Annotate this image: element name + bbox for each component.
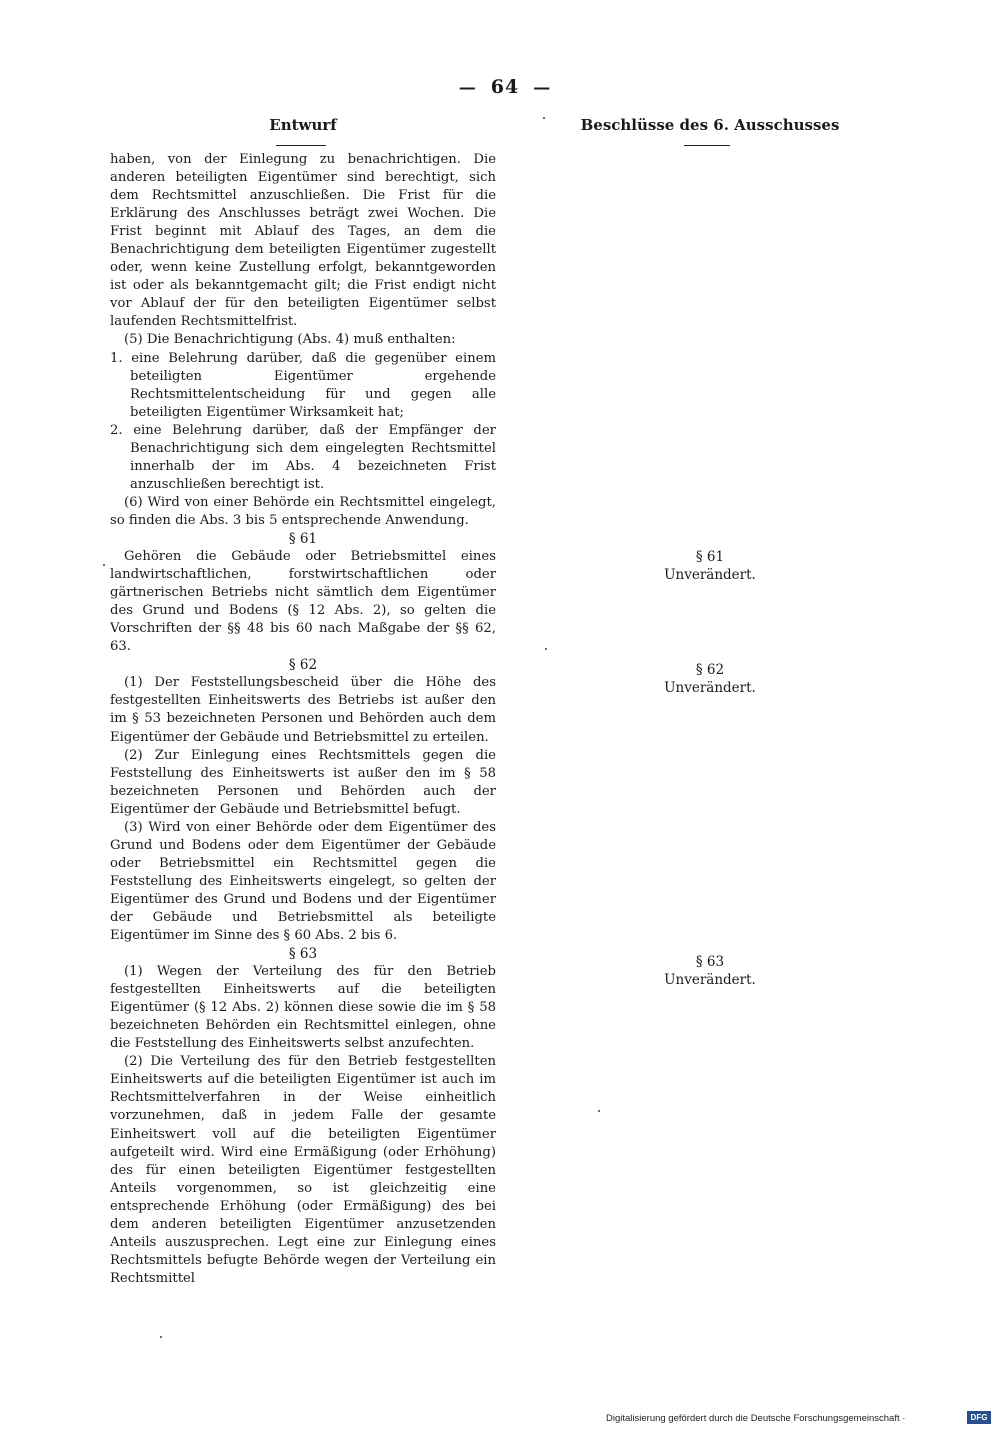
scan-speck (598, 1110, 600, 1112)
paragraph-60-6: (6) Wird von einer Behörde ein Rechtsmittel eingelegt, so finden die Abs. 3 bis 5 entsprechende Anwendung. (110, 494, 496, 528)
paragraph-62-2: (2) Zur Einlegung eines Rechtsmittels gegen die Feststellung des Einheitswerts ist außer den im § 58 bezeichneten Personen und Behörden auch der Eigentümer der Gebäude und Betriebsmittel befugt. (110, 747, 496, 817)
page-number-value: 64 (490, 76, 520, 98)
dfg-logo: DFG (967, 1411, 991, 1424)
resolution-text-62: Unverändert. (664, 680, 756, 696)
paragraph-61: Gehören die Gebäude oder Betriebsmittel eines landwirtschaftlichen, forstwirtschaftlichen oder gärtnerischen Betriebs nicht sämtlich dem Eigentümer des Grund und Bodens (§ 12 Abs. 2), so gelten die Vorschriften der §§ 48 bis 60 nach Maßgabe der §§ 62, 63. (110, 549, 496, 655)
left-column-title: Entwurf (269, 116, 337, 134)
list-item-1: 1. eine Belehrung darüber, daß die gegenüber einem beteiligten Eigentümer ergehende Rechtsmittelentscheidung für und gegen alle beteiligten Eigentümer Wirksamkeit hat; (110, 350, 496, 420)
paragraph-60-5: (5) Die Benachrichtigung (Abs. 4) muß enthalten: (124, 332, 456, 348)
section-heading-62: § 62 (288, 657, 318, 674)
resolution-61 (600, 548, 820, 584)
resolution-63 (600, 953, 820, 989)
paragraph-63-2: (2) Die Verteilung des für den Betrieb festgestellten Einheitswerts auf die beteiligten Eigentümer ist auch im Rechtsmittelverfahren in der Weise einheitlich vorzunehmen, daß in jedem Falle der gesamte Einheitswert voll auf die beteiligten Eigentümer aufgeteilt wird. Wird eine Ermäßigung (oder Erhöhung) des für einen beteiligten Eigentümer festgestellten Anteils vorgenommen, so ist gleichzeitig eine entsprechende Erhöhung (oder Ermäßigung) des bei dem anderen beteiligten Eigentümer anzusetzenden Anteils auszusprechen. Legt eine zur Einlegung eines Rechtsmittels befugte Behörde wegen der Verteilung ein Rechtsmittel (110, 1054, 496, 1286)
resolution-section-63: § 63 (695, 954, 725, 970)
scan-speck (543, 117, 545, 119)
paragraph-continuation: haben, von der Einlegung zu benachrichtigen. Die anderen beteiligten Eigentümer sind berechtigt, sich dem Rechtsmittel anzuschließen. Die Frist für die Erklärung des Anschlusses beträgt zwei Wochen. Die Frist beginnt mit Ablauf des Tages, an dem die Benachrichtigung dem beteiligten Eigentümer zugestellt oder, wenn keine Zustellung erfolgt, bekanntgeworden ist oder als bekanntgemacht gilt; die Frist endigt nicht vor Ablauf der für den beteiligten Eigentümer selbst laufenden Rechtsmittelfrist. (110, 152, 496, 330)
left-title-rule (276, 145, 326, 146)
scan-speck (545, 648, 547, 650)
page-number (440, 76, 570, 98)
paragraph-62-1: (1) Der Feststellungsbescheid über die Höhe des festgestellten Einheitswerts des Betriebs ist außer den im § 53 bezeichneten Personen und Behörden auch dem Eigentümer der Gebäude und Betriebsmittel zu erteilen. (110, 675, 496, 745)
section-heading-63: § 63 (288, 946, 318, 963)
paragraph-62-3: (3) Wird von einer Behörde oder dem Eigentümer des Grund und Bodens oder dem Eigentümer der Gebäude oder Betriebsmittel ein Rechtsmittel gegen die Feststellung des Einheitswerts eingelegt, so gelten der Eigentümer des Grund und Bodens und der Eigentümer der Gebäude und Betriebsmittel als beteiligte Eigentümer im Sinne des § 60 Abs. 2 bis 6. (110, 819, 496, 944)
resolution-text-61: Unverändert. (664, 567, 756, 583)
scan-speck (160, 1336, 162, 1338)
header-dash-right: — (533, 78, 552, 98)
list-item-2: 2. eine Belehrung darüber, daß der Empfänger der Benachrichtigung sich dem eingelegten Rechtsmittel innerhalb der im Abs. 4 bezeichneten Frist anzuschließen berechtigt ist. (110, 422, 496, 492)
resolution-section-61: § 61 (695, 549, 725, 565)
header-dash-left: — (458, 78, 477, 98)
right-title-rule (684, 145, 730, 146)
paragraph-63-1: (1) Wegen der Verteilung des für den Betrieb festgestellten Einheitswerts auf die beteiligten Eigentümer (§ 12 Abs. 2) können diese sowie die im § 58 bezeichneten Behörden ein Rechtsmittel einlegen, ohne die Feststellung des Einheitswerts selbst anzufechten. (110, 964, 496, 1052)
digitization-credit: Digitalisierung gefördert durch die Deutsche Forschungsgemeinschaft · (606, 1413, 906, 1424)
scan-speck (103, 564, 105, 566)
resolution-section-62: § 62 (695, 662, 725, 678)
section-heading-61: § 61 (288, 530, 318, 547)
draft-column (110, 151, 496, 1288)
resolution-text-63: Unverändert. (664, 972, 756, 988)
right-column-title: Beschlüsse des 6. Ausschusses (580, 116, 840, 134)
resolution-62 (600, 661, 820, 697)
